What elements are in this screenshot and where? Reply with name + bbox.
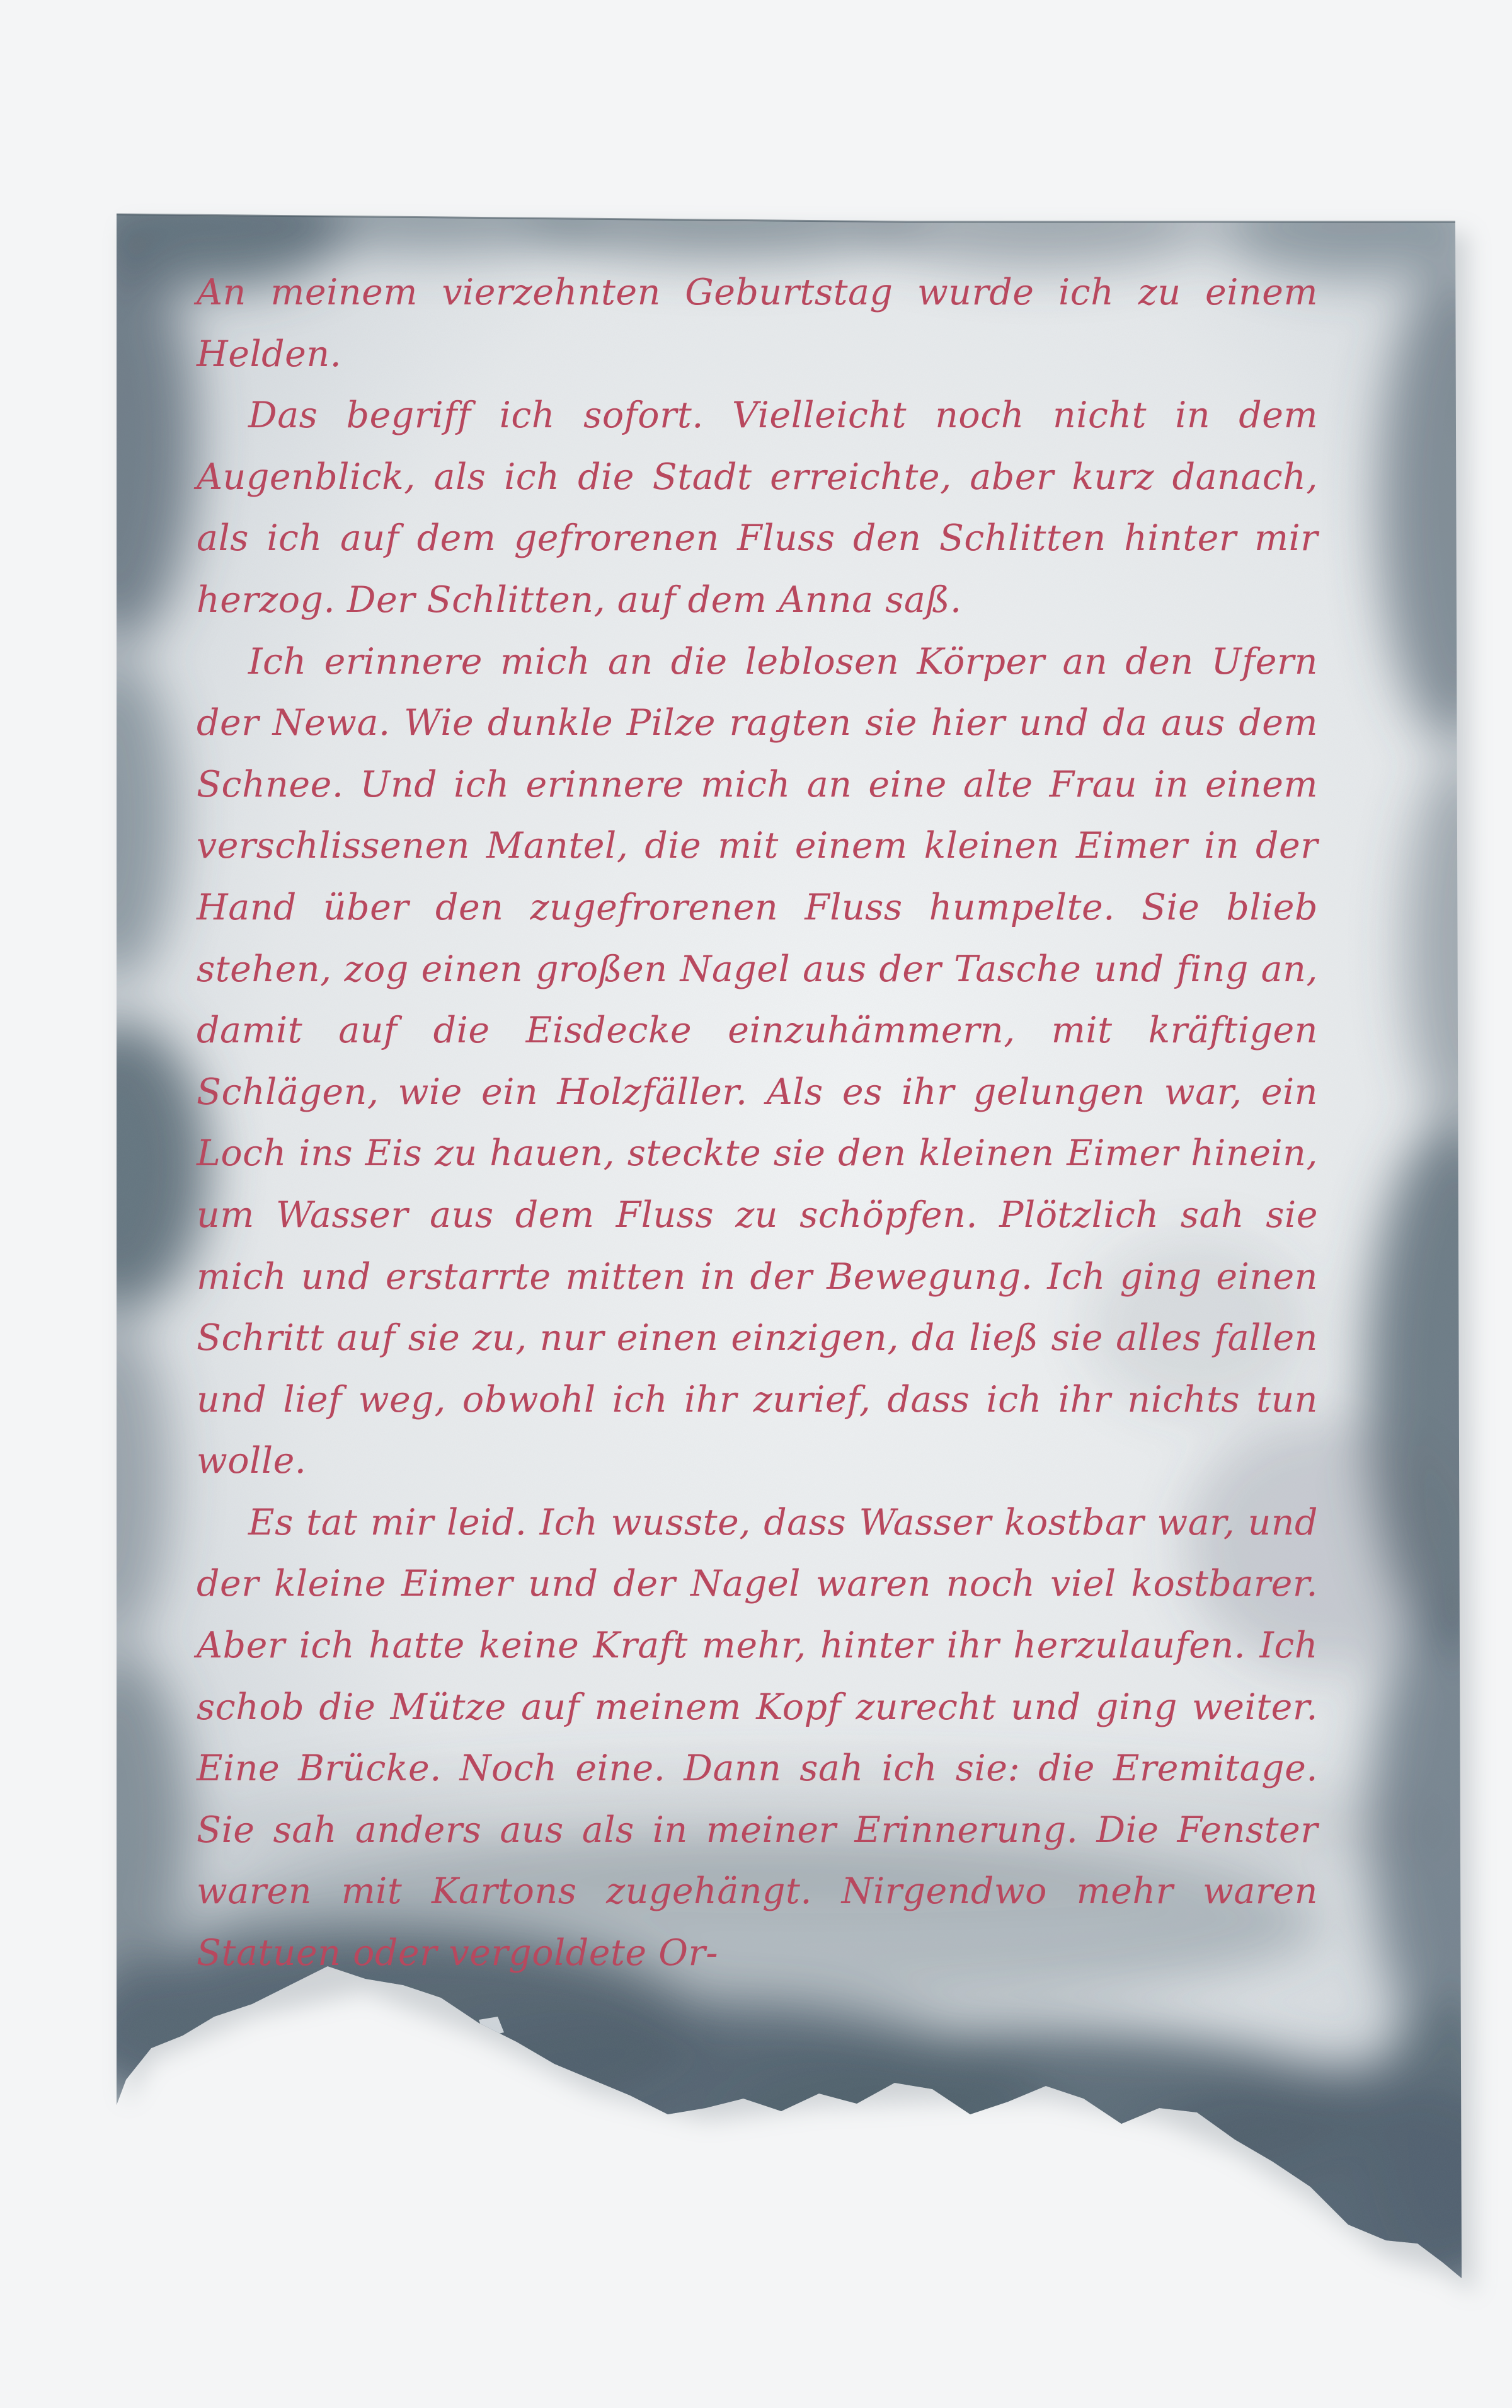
story-text	[197, 262, 1318, 1985]
paragraph-4: Es tat mir leid. Ich wusste, dass Wasser kostbar war, und der kleine Eimer und der Nagel waren noch viel kostbarer. Aber ich hatte keine Kraft mehr, hinter ihr herzulaufen. Ich schob die Mütze auf meinem Kopf zurecht und ging weiter. Eine Brücke. Noch eine. Dann sah ich sie: die Eremitage. Sie sah anders aus als in meiner Erinnerung. Die Fenster waren mit Kartons zugehängt. Nirgendwo mehr waren Statuen oder vergoldete Or-	[197, 1501, 1318, 1974]
paragraph-1: An meinem vierzehnten Geburtstag wurde ich zu einem Helden.	[197, 272, 1318, 375]
paragraph-3: Ich erinnere mich an die leblosen Körper an den Ufern der Newa. Wie dunkle Pilze ragten sie hier und da aus dem Schnee. Und ich erinnere mich an eine alte Frau in einem verschlissenen Mantel, die mit einem kleinen Eimer in der Hand über den zugefrorenen Fluss humpelte. Sie blieb stehen, zog einen großen Nagel aus der Tasche und fing an, damit auf die Eisdecke einzuhämmern, mit kräftigen Schlägen, wie ein Holzfäller. Als es ihr gelungen war, ein Loch ins Eis zu hauen, steckte sie den kleinen Eimer hinein, um Wasser aus dem Fluss zu schöpfen. Plötzlich sah sie mich und erstarrte mitten in der Bewegung. Ich ging einen Schritt auf sie zu, nur einen einzigen, da ließ sie alles fallen und lief weg, obwohl ich ihr zurief, dass ich ihr nichts tun wolle.	[197, 640, 1318, 1482]
paragraph-2: Das begriff ich sofort. Vielleicht noch nicht in dem Augenblick, als ich die Stadt erreichte, aber kurz danach, als ich auf dem gefrorenen Fluss den Schlitten hinter mir herzog. Der Schlitten, auf dem Anna saß.	[197, 395, 1318, 621]
